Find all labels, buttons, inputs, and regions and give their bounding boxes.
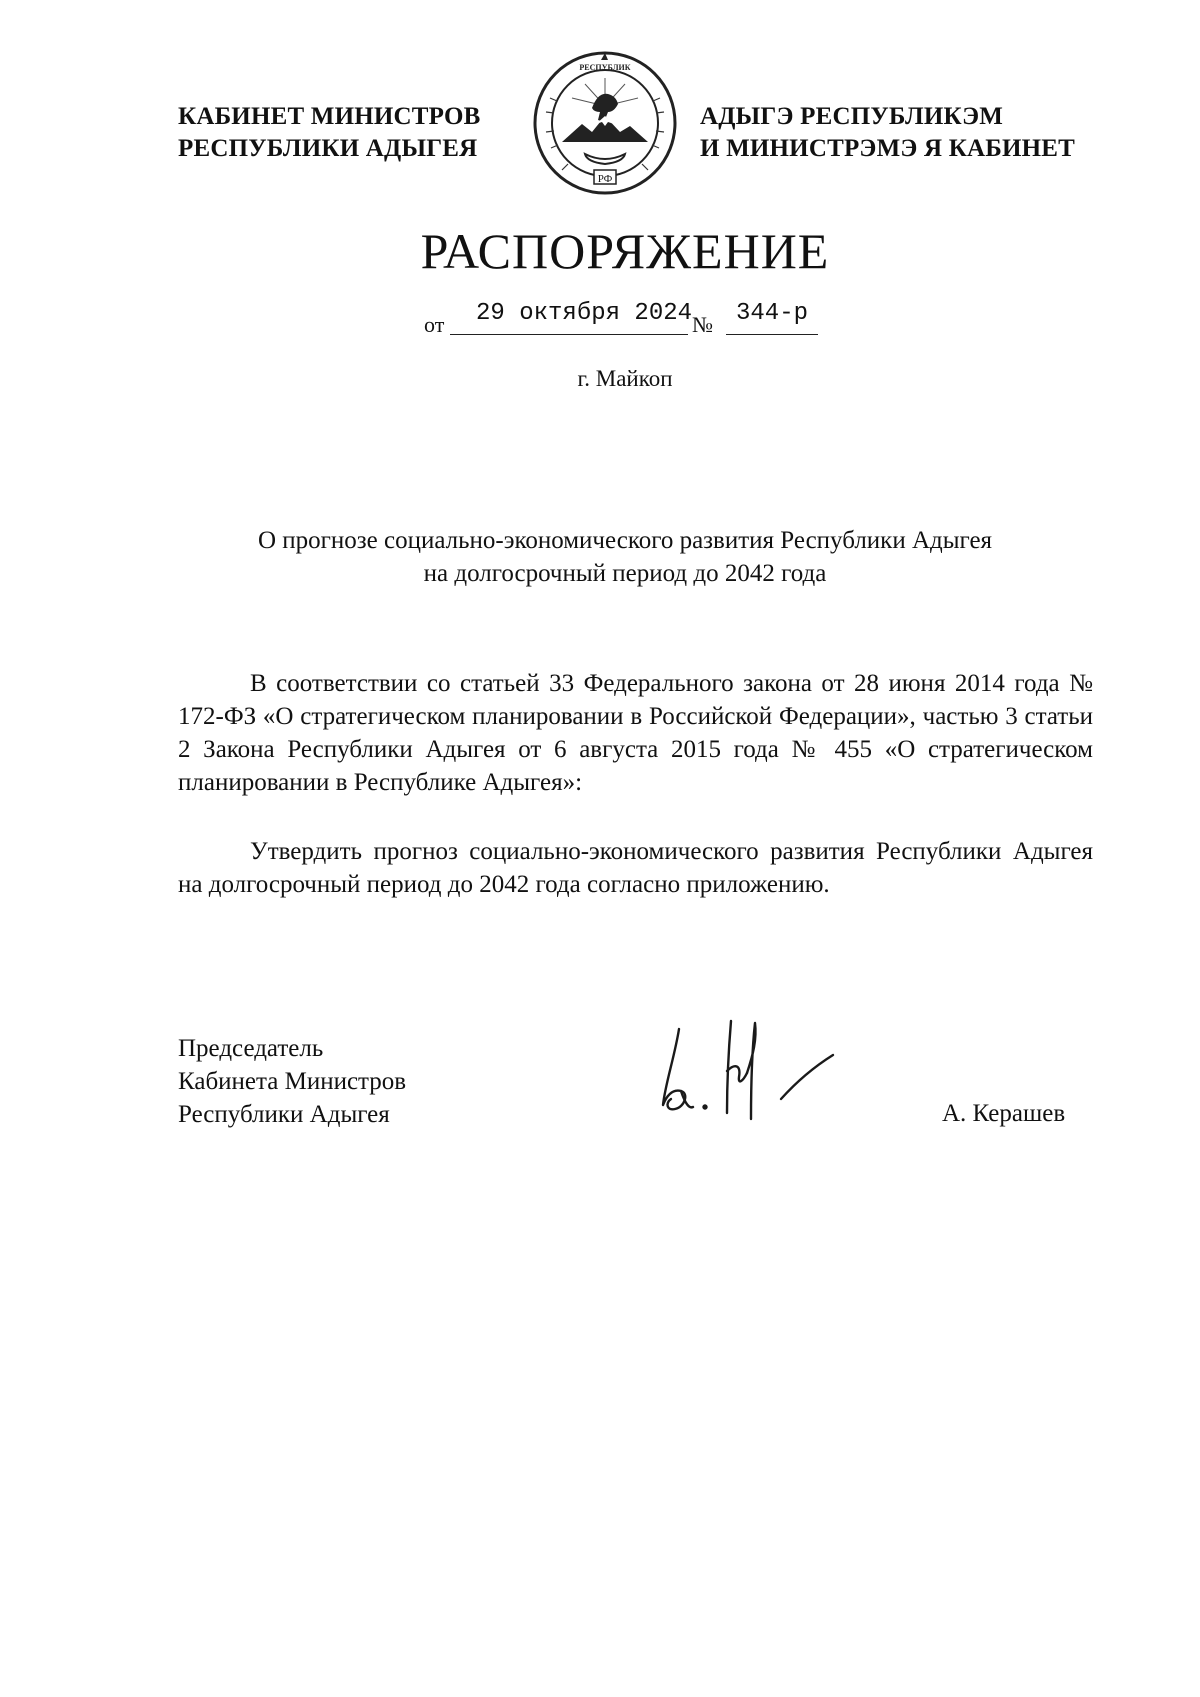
position-line3: Республики Адыгея [178,1101,390,1128]
position-line2: Кабинета Министров [178,1068,407,1095]
document-date: 29 октября 2024 [476,300,693,327]
body-paragraph-2: Утвердить прогноз социально-экономического развития Республики Адыгея на долгосрочный период до 2042 года согласно приложению. [178,838,1093,898]
number-label: № [692,312,713,337]
handwritten-signature-icon [655,1015,840,1125]
republic-adygea-emblem-icon [530,46,680,200]
document-number: 344-р [736,300,809,327]
document-date-number-line [424,300,844,340]
header-right-line1: АДЫГЭ РЕСПУБЛИКЭМ [700,103,1004,130]
header-left-line1: КАБИНЕТ МИНИСТРОВ [178,103,481,130]
date-prefix: от [424,312,445,337]
subject-line1: О прогнозе социально-экономического развития Республики Адыгея [257,527,993,554]
header-right-line2: И МИНИСТРЭМЭ Я КАБИНЕТ [700,135,1076,162]
number-underline [726,334,818,335]
signatory-name: А. Керашев [942,1100,1066,1127]
header-right [700,101,1075,165]
svg-text:РФ: РФ [597,173,613,185]
document-subject [200,524,1050,590]
document-title: РАСПОРЯЖЕНИЕ [420,223,830,279]
position-line1: Председатель [178,1035,324,1062]
svg-text:РЕСПУБЛИК: РЕСПУБЛИК [579,63,631,72]
document-city: г. Майкоп [577,366,673,391]
signatory-position [178,1032,406,1131]
header-left [178,101,481,165]
header-left-line2: РЕСПУБЛИКИ АДЫГЕЯ [178,135,478,162]
date-underline [450,334,688,335]
body-paragraph-1: В соответствии со статьей 33 Федерального закона от 28 июня 2014 года № 172-ФЗ «О стратегическом планировании в Российской Федерации», частью 3 статьи 2 Закона Республики Адыгея от 6 августа 2015 года № 455 «О стратегическом планировании в Республике Адыгея»: [178,670,1093,796]
subject-line2: на долгосрочный период до 2042 года [423,560,827,587]
